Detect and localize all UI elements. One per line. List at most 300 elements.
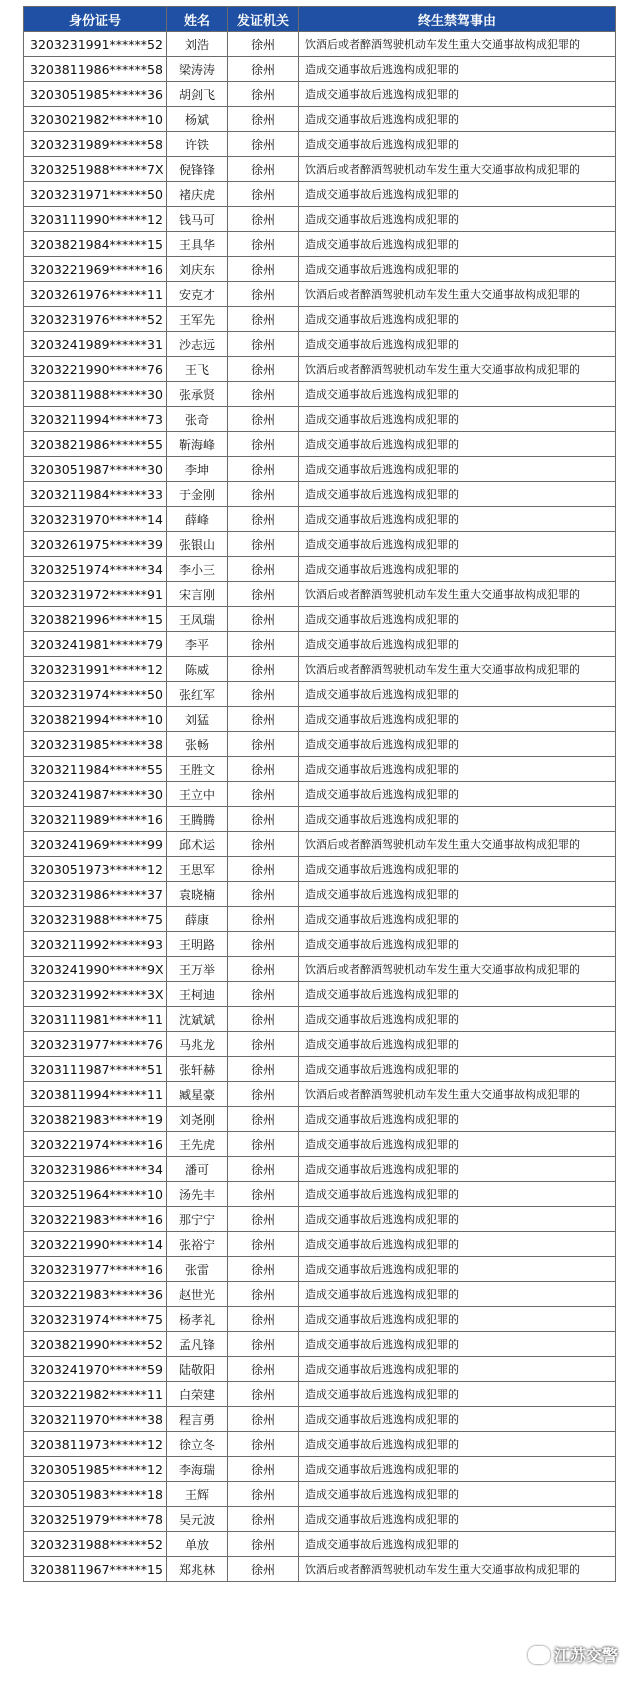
table-row: [24, 1007, 616, 1032]
name-cell: 李坤: [167, 457, 228, 482]
table-row: [24, 532, 616, 557]
header-issuing-authority: 发证机关: [228, 7, 299, 32]
ban-reason-cell: 造成交通事故后逃逸构成犯罪的: [299, 607, 616, 632]
issuing-authority-cell: 徐州: [228, 782, 299, 807]
id-number-cell: 3203211984******33: [24, 482, 167, 507]
id-number-cell: 3203811973******12: [24, 1432, 167, 1457]
ban-reason-cell: 造成交通事故后逃逸构成犯罪的: [299, 57, 616, 82]
name-cell: 安克才: [167, 282, 228, 307]
name-cell: 王明路: [167, 932, 228, 957]
table-row: [24, 1057, 616, 1082]
ban-reason-cell: 造成交通事故后逃逸构成犯罪的: [299, 1482, 616, 1507]
issuing-authority-cell: 徐州: [228, 432, 299, 457]
issuing-authority-cell: 徐州: [228, 207, 299, 232]
ban-reason-cell: 饮酒后或者醉酒驾驶机动车发生重大交通事故构成犯罪的: [299, 282, 616, 307]
issuing-authority-cell: 徐州: [228, 1407, 299, 1432]
table-row: [24, 1407, 616, 1432]
table-row: [24, 507, 616, 532]
ban-reason-cell: 造成交通事故后逃逸构成犯罪的: [299, 307, 616, 332]
ban-reason-cell: 造成交通事故后逃逸构成犯罪的: [299, 907, 616, 932]
id-number-cell: 3203261976******11: [24, 282, 167, 307]
issuing-authority-cell: 徐州: [228, 707, 299, 732]
ban-reason-cell: 饮酒后或者醉酒驾驶机动车发生重大交通事故构成犯罪的: [299, 32, 616, 57]
id-number-cell: 3203021982******10: [24, 107, 167, 132]
header-ban-reason: 终生禁驾事由: [299, 7, 616, 32]
table-row: [24, 457, 616, 482]
id-number-cell: 3203241969******99: [24, 832, 167, 857]
table-row: [24, 657, 616, 682]
table-row: [24, 907, 616, 932]
issuing-authority-cell: 徐州: [228, 382, 299, 407]
ban-reason-cell: 造成交通事故后逃逸构成犯罪的: [299, 1457, 616, 1482]
id-number-cell: 3203231988******52: [24, 1532, 167, 1557]
issuing-authority-cell: 徐州: [228, 357, 299, 382]
table-row: [24, 132, 616, 157]
table-row: [24, 832, 616, 857]
id-number-cell: 3203231977******16: [24, 1257, 167, 1282]
ban-reason-cell: 造成交通事故后逃逸构成犯罪的: [299, 532, 616, 557]
name-cell: 徐立冬: [167, 1432, 228, 1457]
id-number-cell: 3203211992******93: [24, 932, 167, 957]
id-number-cell: 3203111990******12: [24, 207, 167, 232]
ban-reason-cell: 饮酒后或者醉酒驾驶机动车发生重大交通事故构成犯罪的: [299, 1082, 616, 1107]
name-cell: 胡剑飞: [167, 82, 228, 107]
id-number-cell: 3203231991******52: [24, 32, 167, 57]
table-row: [24, 1207, 616, 1232]
table-row: [24, 82, 616, 107]
ban-reason-cell: 饮酒后或者醉酒驾驶机动车发生重大交通事故构成犯罪的: [299, 582, 616, 607]
id-number-cell: 3203821986******55: [24, 432, 167, 457]
id-number-cell: 3203231970******14: [24, 507, 167, 532]
issuing-authority-cell: 徐州: [228, 1282, 299, 1307]
ban-reason-cell: 饮酒后或者醉酒驾驶机动车发生重大交通事故构成犯罪的: [299, 157, 616, 182]
issuing-authority-cell: 徐州: [228, 1032, 299, 1057]
table-row: [24, 782, 616, 807]
ban-reason-cell: 造成交通事故后逃逸构成犯罪的: [299, 707, 616, 732]
name-cell: 吴元波: [167, 1507, 228, 1532]
table-row: [24, 1332, 616, 1357]
table-row: [24, 32, 616, 57]
id-number-cell: 3203211989******16: [24, 807, 167, 832]
ban-reason-cell: 造成交通事故后逃逸构成犯罪的: [299, 1507, 616, 1532]
name-cell: 汤先丰: [167, 1182, 228, 1207]
ban-reason-cell: 造成交通事故后逃逸构成犯罪的: [299, 732, 616, 757]
name-cell: 沈斌斌: [167, 1007, 228, 1032]
table-row: [24, 1432, 616, 1457]
name-cell: 王立中: [167, 782, 228, 807]
issuing-authority-cell: 徐州: [228, 857, 299, 882]
table-row: [24, 1307, 616, 1332]
ban-list-table: [23, 6, 616, 1582]
id-number-cell: 3203231989******58: [24, 132, 167, 157]
name-cell: 邱术运: [167, 832, 228, 857]
name-cell: 刘尧刚: [167, 1107, 228, 1132]
ban-reason-cell: 造成交通事故后逃逸构成犯罪的: [299, 1307, 616, 1332]
issuing-authority-cell: 徐州: [228, 632, 299, 657]
name-cell: 陆敬阳: [167, 1357, 228, 1382]
ban-reason-cell: 造成交通事故后逃逸构成犯罪的: [299, 782, 616, 807]
name-cell: 王凤瑞: [167, 607, 228, 632]
id-number-cell: 3203241981******79: [24, 632, 167, 657]
id-number-cell: 3203051987******30: [24, 457, 167, 482]
id-number-cell: 3203251974******34: [24, 557, 167, 582]
issuing-authority-cell: 徐州: [228, 1307, 299, 1332]
issuing-authority-cell: 徐州: [228, 32, 299, 57]
ban-reason-cell: 饮酒后或者醉酒驾驶机动车发生重大交通事故构成犯罪的: [299, 957, 616, 982]
id-number-cell: 3203231974******75: [24, 1307, 167, 1332]
table-row: [24, 1357, 616, 1382]
id-number-cell: 3203821983******19: [24, 1107, 167, 1132]
ban-reason-cell: 造成交通事故后逃逸构成犯罪的: [299, 1132, 616, 1157]
watermark-text: 江苏交警: [553, 1646, 618, 1665]
id-number-cell: 3203231971******50: [24, 182, 167, 207]
issuing-authority-cell: 徐州: [228, 1132, 299, 1157]
name-cell: 王万举: [167, 957, 228, 982]
id-number-cell: 3203231977******76: [24, 1032, 167, 1057]
issuing-authority-cell: 徐州: [228, 1107, 299, 1132]
issuing-authority-cell: 徐州: [228, 882, 299, 907]
issuing-authority-cell: 徐州: [228, 657, 299, 682]
name-cell: 王军先: [167, 307, 228, 332]
name-cell: 钱马可: [167, 207, 228, 232]
issuing-authority-cell: 徐州: [228, 1557, 299, 1582]
table-row: [24, 1182, 616, 1207]
id-number-cell: 3203811988******30: [24, 382, 167, 407]
issuing-authority-cell: 徐州: [228, 307, 299, 332]
header-id-number: 身份证号: [24, 7, 167, 32]
issuing-authority-cell: 徐州: [228, 257, 299, 282]
table-row: [24, 1507, 616, 1532]
name-cell: 薛峰: [167, 507, 228, 532]
name-cell: 王柯迪: [167, 982, 228, 1007]
table-row: [24, 707, 616, 732]
issuing-authority-cell: 徐州: [228, 332, 299, 357]
ban-reason-cell: 造成交通事故后逃逸构成犯罪的: [299, 1032, 616, 1057]
name-cell: 王腾腾: [167, 807, 228, 832]
id-number-cell: 3203221969******16: [24, 257, 167, 282]
id-number-cell: 3203261975******39: [24, 532, 167, 557]
id-number-cell: 3203231985******38: [24, 732, 167, 757]
table-row: [24, 1157, 616, 1182]
id-number-cell: 3203211984******55: [24, 757, 167, 782]
table-row: [24, 607, 616, 632]
issuing-authority-cell: 徐州: [228, 807, 299, 832]
table-row: [24, 382, 616, 407]
name-cell: 张畅: [167, 732, 228, 757]
name-cell: 王先虎: [167, 1132, 228, 1157]
id-number-cell: 3203111987******51: [24, 1057, 167, 1082]
ban-reason-cell: 造成交通事故后逃逸构成犯罪的: [299, 1382, 616, 1407]
table-row: [24, 1082, 616, 1107]
table-row: [24, 1107, 616, 1132]
issuing-authority-cell: 徐州: [228, 982, 299, 1007]
ban-reason-cell: 造成交通事故后逃逸构成犯罪的: [299, 1207, 616, 1232]
issuing-authority-cell: 徐州: [228, 732, 299, 757]
name-cell: 刘猛: [167, 707, 228, 732]
name-cell: 臧星豪: [167, 1082, 228, 1107]
name-cell: 张奇: [167, 407, 228, 432]
ban-reason-cell: 饮酒后或者醉酒驾驶机动车发生重大交通事故构成犯罪的: [299, 832, 616, 857]
name-cell: 许铁: [167, 132, 228, 157]
table-row: [24, 232, 616, 257]
name-cell: 郑兆林: [167, 1557, 228, 1582]
id-number-cell: 3203241989******31: [24, 332, 167, 357]
ban-reason-cell: 造成交通事故后逃逸构成犯罪的: [299, 807, 616, 832]
ban-reason-cell: 造成交通事故后逃逸构成犯罪的: [299, 1532, 616, 1557]
issuing-authority-cell: 徐州: [228, 532, 299, 557]
id-number-cell: 3203231974******50: [24, 682, 167, 707]
name-cell: 单放: [167, 1532, 228, 1557]
ban-reason-cell: 造成交通事故后逃逸构成犯罪的: [299, 1282, 616, 1307]
ban-reason-cell: 造成交通事故后逃逸构成犯罪的: [299, 1107, 616, 1132]
name-cell: 张裕宁: [167, 1232, 228, 1257]
table-row: [24, 257, 616, 282]
ban-reason-cell: 造成交通事故后逃逸构成犯罪的: [299, 1232, 616, 1257]
issuing-authority-cell: 徐州: [228, 1232, 299, 1257]
ban-reason-cell: 造成交通事故后逃逸构成犯罪的: [299, 207, 616, 232]
name-cell: 宋言刚: [167, 582, 228, 607]
name-cell: 杨孝礼: [167, 1307, 228, 1332]
issuing-authority-cell: 徐州: [228, 1357, 299, 1382]
table-row: [24, 1382, 616, 1407]
ban-reason-cell: 造成交通事故后逃逸构成犯罪的: [299, 432, 616, 457]
issuing-authority-cell: 徐州: [228, 1482, 299, 1507]
ban-reason-cell: 造成交通事故后逃逸构成犯罪的: [299, 632, 616, 657]
issuing-authority-cell: 徐州: [228, 457, 299, 482]
issuing-authority-cell: 徐州: [228, 157, 299, 182]
name-cell: 白荣建: [167, 1382, 228, 1407]
id-number-cell: 3203051985******12: [24, 1457, 167, 1482]
ban-reason-cell: 造成交通事故后逃逸构成犯罪的: [299, 1057, 616, 1082]
ban-reason-cell: 造成交通事故后逃逸构成犯罪的: [299, 1007, 616, 1032]
id-number-cell: 3203241990******9X: [24, 957, 167, 982]
name-cell: 那宁宁: [167, 1207, 228, 1232]
table-row: [24, 357, 616, 382]
ban-reason-cell: 造成交通事故后逃逸构成犯罪的: [299, 257, 616, 282]
id-number-cell: 3203051973******12: [24, 857, 167, 882]
issuing-authority-cell: 徐州: [228, 407, 299, 432]
table-row: [24, 1032, 616, 1057]
id-number-cell: 3203231991******12: [24, 657, 167, 682]
issuing-authority-cell: 徐州: [228, 1207, 299, 1232]
table-row: [24, 957, 616, 982]
header-row: [24, 7, 616, 32]
table-row: [24, 1457, 616, 1482]
table-row: [24, 157, 616, 182]
id-number-cell: 3203251988******7X: [24, 157, 167, 182]
issuing-authority-cell: 徐州: [228, 107, 299, 132]
ban-reason-cell: 饮酒后或者醉酒驾驶机动车发生重大交通事故构成犯罪的: [299, 1557, 616, 1582]
id-number-cell: 3203811986******58: [24, 57, 167, 82]
ban-reason-cell: 饮酒后或者醉酒驾驶机动车发生重大交通事故构成犯罪的: [299, 357, 616, 382]
table-row: [24, 207, 616, 232]
issuing-authority-cell: 徐州: [228, 957, 299, 982]
issuing-authority-cell: 徐州: [228, 482, 299, 507]
id-number-cell: 3203821984******15: [24, 232, 167, 257]
name-cell: 杨斌: [167, 107, 228, 132]
ban-reason-cell: 造成交通事故后逃逸构成犯罪的: [299, 1357, 616, 1382]
ban-reason-cell: 造成交通事故后逃逸构成犯罪的: [299, 482, 616, 507]
table-row: [24, 582, 616, 607]
issuing-authority-cell: 徐州: [228, 1382, 299, 1407]
issuing-authority-cell: 徐州: [228, 57, 299, 82]
id-number-cell: 3203231972******91: [24, 582, 167, 607]
name-cell: 梁涛涛: [167, 57, 228, 82]
id-number-cell: 3203231976******52: [24, 307, 167, 332]
id-number-cell: 3203221983******16: [24, 1207, 167, 1232]
issuing-authority-cell: 徐州: [228, 232, 299, 257]
id-number-cell: 3203231988******75: [24, 907, 167, 932]
name-cell: 王思军: [167, 857, 228, 882]
id-number-cell: 3203251964******10: [24, 1182, 167, 1207]
ban-reason-cell: 造成交通事故后逃逸构成犯罪的: [299, 1157, 616, 1182]
ban-reason-cell: 造成交通事故后逃逸构成犯罪的: [299, 757, 616, 782]
table-row: [24, 882, 616, 907]
issuing-authority-cell: 徐州: [228, 682, 299, 707]
id-number-cell: 3203241970******59: [24, 1357, 167, 1382]
table-row: [24, 857, 616, 882]
id-number-cell: 3203241987******30: [24, 782, 167, 807]
issuing-authority-cell: 徐州: [228, 757, 299, 782]
issuing-authority-cell: 徐州: [228, 582, 299, 607]
id-number-cell: 3203811994******11: [24, 1082, 167, 1107]
name-cell: 靳海峰: [167, 432, 228, 457]
ban-reason-cell: 造成交通事故后逃逸构成犯罪的: [299, 882, 616, 907]
id-number-cell: 3203221974******16: [24, 1132, 167, 1157]
table-row: [24, 107, 616, 132]
ban-reason-cell: 造成交通事故后逃逸构成犯罪的: [299, 407, 616, 432]
table-row: [24, 632, 616, 657]
id-number-cell: 3203221990******14: [24, 1232, 167, 1257]
name-cell: 赵世光: [167, 1282, 228, 1307]
ban-reason-cell: 造成交通事故后逃逸构成犯罪的: [299, 82, 616, 107]
ban-reason-cell: 造成交通事故后逃逸构成犯罪的: [299, 932, 616, 957]
table-row: [24, 557, 616, 582]
id-number-cell: 3203231986******34: [24, 1157, 167, 1182]
ban-reason-cell: 造成交通事故后逃逸构成犯罪的: [299, 982, 616, 1007]
issuing-authority-cell: 徐州: [228, 1082, 299, 1107]
table-row: [24, 932, 616, 957]
issuing-authority-cell: 徐州: [228, 1332, 299, 1357]
id-number-cell: 3203251979******78: [24, 1507, 167, 1532]
name-cell: 张雷: [167, 1257, 228, 1282]
issuing-authority-cell: 徐州: [228, 1257, 299, 1282]
table-row: [24, 682, 616, 707]
issuing-authority-cell: 徐州: [228, 1182, 299, 1207]
name-cell: 张红军: [167, 682, 228, 707]
id-number-cell: 3203231986******37: [24, 882, 167, 907]
issuing-authority-cell: 徐州: [228, 132, 299, 157]
issuing-authority-cell: 徐州: [228, 1457, 299, 1482]
name-cell: 沙志远: [167, 332, 228, 357]
table-row: [24, 1532, 616, 1557]
issuing-authority-cell: 徐州: [228, 1057, 299, 1082]
issuing-authority-cell: 徐州: [228, 1507, 299, 1532]
name-cell: 孟凡锋: [167, 1332, 228, 1357]
issuing-authority-cell: 徐州: [228, 182, 299, 207]
table-row: [24, 1257, 616, 1282]
name-cell: 王飞: [167, 357, 228, 382]
name-cell: 倪锋锋: [167, 157, 228, 182]
ban-reason-cell: 造成交通事故后逃逸构成犯罪的: [299, 332, 616, 357]
issuing-authority-cell: 徐州: [228, 607, 299, 632]
issuing-authority-cell: 徐州: [228, 282, 299, 307]
issuing-authority-cell: 徐州: [228, 907, 299, 932]
name-cell: 张承贤: [167, 382, 228, 407]
name-cell: 刘浩: [167, 32, 228, 57]
table-row: [24, 407, 616, 432]
header-name: 姓名: [167, 7, 228, 32]
issuing-authority-cell: 徐州: [228, 1532, 299, 1557]
issuing-authority-cell: 徐州: [228, 557, 299, 582]
ban-reason-cell: 造成交通事故后逃逸构成犯罪的: [299, 182, 616, 207]
table-row: [24, 432, 616, 457]
name-cell: 袁晓楠: [167, 882, 228, 907]
name-cell: 李平: [167, 632, 228, 657]
table-row: [24, 1132, 616, 1157]
ban-reason-cell: 造成交通事故后逃逸构成犯罪的: [299, 682, 616, 707]
name-cell: 张银山: [167, 532, 228, 557]
table-row: [24, 732, 616, 757]
name-cell: 潘可: [167, 1157, 228, 1182]
id-number-cell: 3203111981******11: [24, 1007, 167, 1032]
ban-reason-cell: 造成交通事故后逃逸构成犯罪的: [299, 232, 616, 257]
ban-reason-cell: 造成交通事故后逃逸构成犯罪的: [299, 507, 616, 532]
id-number-cell: 3203051985******36: [24, 82, 167, 107]
issuing-authority-cell: 徐州: [228, 1007, 299, 1032]
table-row: [24, 1557, 616, 1582]
table-row: [24, 1232, 616, 1257]
id-number-cell: 3203821994******10: [24, 707, 167, 732]
name-cell: 李小三: [167, 557, 228, 582]
name-cell: 于金刚: [167, 482, 228, 507]
table-row: [24, 807, 616, 832]
ban-reason-cell: 造成交通事故后逃逸构成犯罪的: [299, 132, 616, 157]
table-row: [24, 332, 616, 357]
watermark: [528, 1643, 618, 1666]
issuing-authority-cell: 徐州: [228, 1432, 299, 1457]
issuing-authority-cell: 徐州: [228, 507, 299, 532]
name-cell: 王辉: [167, 1482, 228, 1507]
name-cell: 张轩赫: [167, 1057, 228, 1082]
id-number-cell: 3203811967******15: [24, 1557, 167, 1582]
table-row: [24, 182, 616, 207]
id-number-cell: 3203221983******36: [24, 1282, 167, 1307]
ban-reason-cell: 造成交通事故后逃逸构成犯罪的: [299, 1257, 616, 1282]
name-cell: 王胜文: [167, 757, 228, 782]
id-number-cell: 3203211970******38: [24, 1407, 167, 1432]
ban-reason-cell: 造成交通事故后逃逸构成犯罪的: [299, 557, 616, 582]
ban-reason-cell: 造成交通事故后逃逸构成犯罪的: [299, 107, 616, 132]
name-cell: 李海瑞: [167, 1457, 228, 1482]
id-number-cell: 3203221982******11: [24, 1382, 167, 1407]
ban-reason-cell: 造成交通事故后逃逸构成犯罪的: [299, 1332, 616, 1357]
name-cell: 陈威: [167, 657, 228, 682]
name-cell: 薛康: [167, 907, 228, 932]
ban-reason-cell: 造成交通事故后逃逸构成犯罪的: [299, 457, 616, 482]
issuing-authority-cell: 徐州: [228, 832, 299, 857]
table-row: [24, 1282, 616, 1307]
wechat-bubble-icon: [528, 1646, 550, 1664]
name-cell: 马兆龙: [167, 1032, 228, 1057]
table-row: [24, 307, 616, 332]
table-row: [24, 982, 616, 1007]
id-number-cell: 3203211994******73: [24, 407, 167, 432]
id-number-cell: 3203821990******52: [24, 1332, 167, 1357]
id-number-cell: 3203051983******18: [24, 1482, 167, 1507]
ban-reason-cell: 造成交通事故后逃逸构成犯罪的: [299, 1407, 616, 1432]
table-row: [24, 282, 616, 307]
